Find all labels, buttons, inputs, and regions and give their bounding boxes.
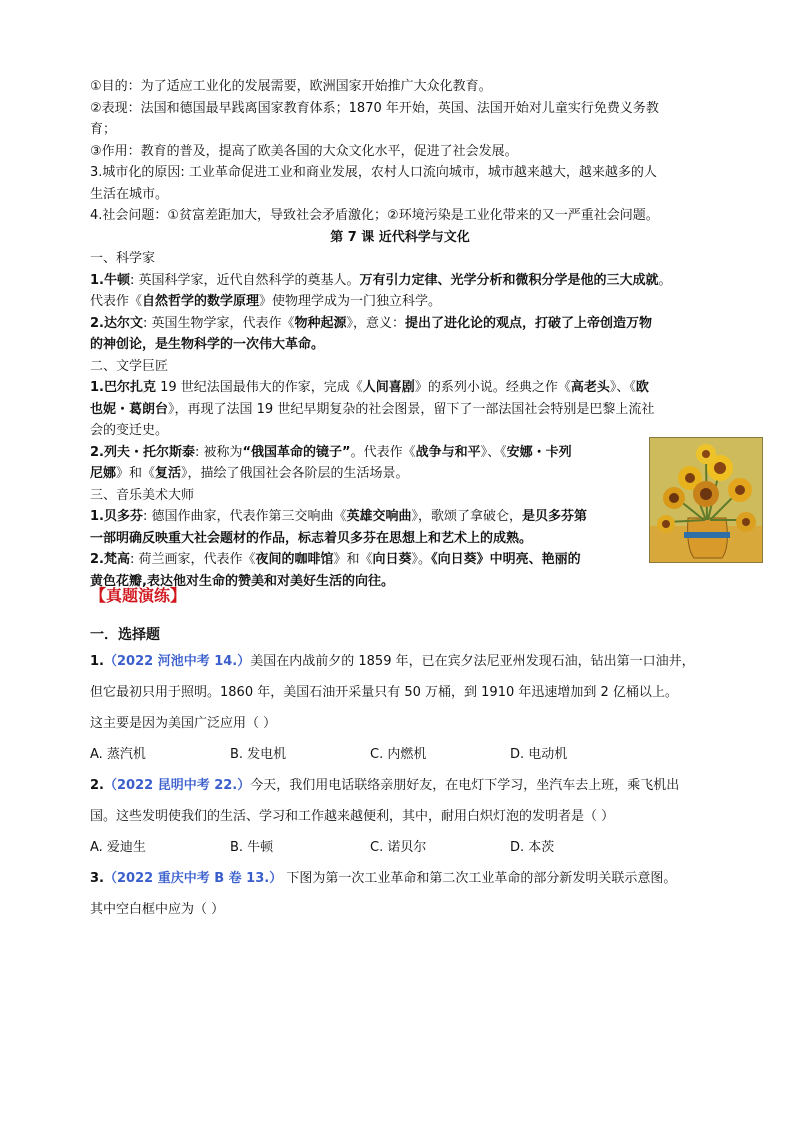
darwin-entry: 2.达尔文: 英国生物学家，代表作《物种起源》，意义：提出了进化论的观点，打破了上帝创造万物 的神创论，是生物科学的一次伟大革命。 xyxy=(90,315,653,352)
question-2: 2.（2022 昆明中考 22.）今天，我们用电话联络亲朋好友，在电灯下学习，坐汽车去上班，乘飞机出 国。这些发明使我们的生活、学习和工作越来越便利，其中，耐用白炽灯泡的发明者是（ ） A. 爱迪生 B. 牛顿 C. 诺贝尔 D. 本茨 xyxy=(90,770,710,863)
options xyxy=(90,832,710,863)
option-b[interactable]: B. 牛顿 xyxy=(230,840,274,855)
options xyxy=(90,739,710,770)
question-3: 3.（2022 重庆中考 B 卷 13.） 下图为第一次工业革命和第二次工业革命的部分新发明关联示意图。 其中空白框中应为（ ） xyxy=(90,871,677,917)
option-a[interactable]: A. 蒸汽机 xyxy=(90,747,146,762)
exercise-section xyxy=(90,584,710,925)
balzac-entry: 1.巴尔扎克 19 世纪法国最伟大的作家，完成《人间喜剧》的系列小说。经典之作《高老头》、《欧 也妮・葛朗台》，再现了法国 19 世纪早期复杂的社会图景，留下了一部法国社会特别是巴黎上流社 会的变迁史。 xyxy=(90,380,655,438)
question-1: 1.（2022 河池中考 14.）美国在内战前夕的 1859 年，已在宾夕法尼亚州发现石油，钻出第一口油井， 但它最初只用于照明。1860 年，美国石油开采量只有 50 万桶，到 1910 年迅速增加到 2 亿桶以上。 这主要是因为美国广泛应用（ ） A. 蒸汽机 B. 发电机 C. 内燃机 D. 电动机 xyxy=(90,646,710,770)
option-c[interactable]: C. 诺贝尔 xyxy=(370,840,427,855)
heading-music-art: 三、音乐美术大师 xyxy=(90,487,195,503)
question-source: （2022 昆明中考 22.） xyxy=(103,778,251,793)
option-a[interactable]: A. 爱迪生 xyxy=(90,840,146,855)
tolstoy-entry: 2.列夫・托尔斯泰: 被称为“俄国革命的镜子”。代表作《战争与和平》、《安娜・卡列 尼娜》和《复活》，描绘了俄国社会各阶层的生活场景。 xyxy=(90,444,572,481)
vangogh-entry: 2.梵高: 荷兰画家，代表作《夜间的咖啡馆》和《向日葵》。《向日葵》中明亮、艳丽的 黄色花瓣,表达他对生命的赞美和对美好生活的向往。 xyxy=(90,552,581,589)
heading-literature: 二、文学巨匠 xyxy=(90,358,169,374)
note-line: ①目的：为了适应工业化的发展需要，欧洲国家开始推广大众化教育。 xyxy=(90,79,492,94)
sunflowers-painting-image xyxy=(649,437,763,563)
option-d[interactable]: D. 本茨 xyxy=(510,840,555,855)
beethoven-entry: 1.贝多芬: 德国作曲家，代表作第三交响曲《英雄交响曲》，歌颂了拿破仑，是贝多芬第 一部明确反映重大社会题材的作品，标志着贝多芬在思想上和艺术上的成熟。 xyxy=(90,509,588,546)
note-line: ②表现：法国和德国最早践离国家教育体系；1870 年开始，英国、法国开始对儿童实行免费义务教 育； xyxy=(90,100,659,137)
option-d[interactable]: D. 电动机 xyxy=(510,747,568,762)
lesson-title: 第 7 课 近代科学与文化 xyxy=(330,229,470,245)
note-line: 4.社会问题：①贫富差距加大，导致社会矛盾激化；②环境污染是工业化带来的又一严重社会问题。 xyxy=(90,208,659,223)
heading-scientists: 一、科学家 xyxy=(90,251,156,266)
question-source: （2022 重庆中考 B 卷 13.） xyxy=(103,871,283,886)
choice-heading: 一．选择题 xyxy=(90,627,160,643)
newton-entry: 1.牛顿: 英国科学家，近代自然科学的奠基人。万有引力定律、光学分析和微积分学是他的三大成就。 代表作《自然哲学的数学原理》使物理学成为一门独立科学。 xyxy=(90,272,672,309)
note-line: 3.城市化的原因: 工业革命促进工业和商业发展，农村人口流向城市，城市越来越大，越来越多的人 生活在城市。 xyxy=(90,165,657,202)
option-c[interactable]: C. 内燃机 xyxy=(370,747,427,762)
section-title: 【真题演练】 xyxy=(90,586,187,605)
option-b[interactable]: B. 发电机 xyxy=(230,747,287,762)
question-source: （2022 河池中考 14.） xyxy=(103,654,251,669)
note-line: ③作用：教育的普及，提高了欧美各国的大众文化水平，促进了社会发展。 xyxy=(90,143,518,159)
lesson-notes xyxy=(90,76,710,592)
